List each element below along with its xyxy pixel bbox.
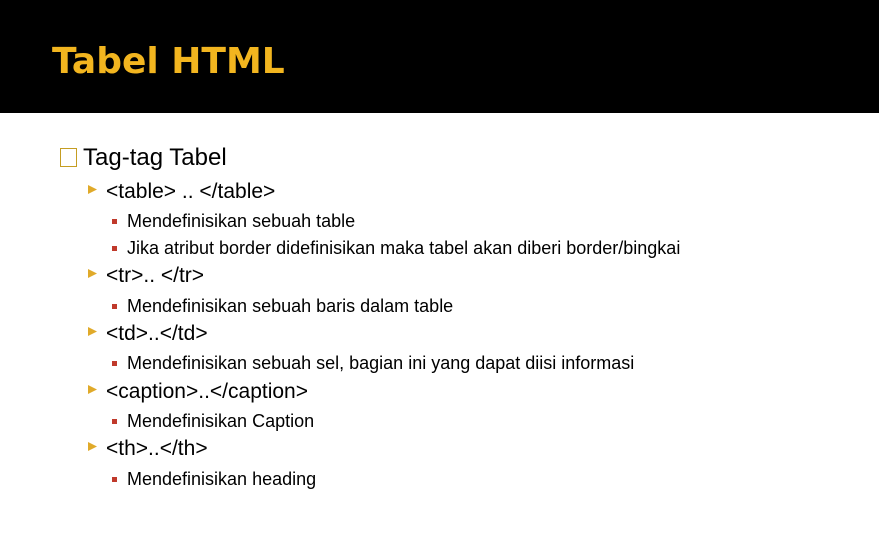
arrow-bullet-icon [88, 185, 97, 194]
slide-title: Tabel HTML [52, 41, 285, 82]
tag-item-td [88, 320, 208, 348]
arrow-bullet-icon [88, 269, 97, 278]
description-item [112, 236, 680, 260]
tag-label: <caption>..</caption> [106, 380, 308, 403]
square-bullet-icon [112, 361, 117, 366]
description-text: Mendefinisikan sebuah sel, bagian ini yang dapat diisi informasi [127, 353, 635, 373]
tag-item-tr [88, 262, 204, 290]
description-text: Jika atribut border didefinisikan maka tabel akan diberi border/bingkai [127, 238, 681, 258]
square-bullet-icon [60, 148, 77, 167]
description-item [112, 294, 453, 318]
arrow-bullet-icon [88, 442, 97, 451]
description-text: Mendefinisikan heading [127, 469, 317, 489]
description-text: Mendefinisikan Caption [127, 411, 315, 431]
tag-item-table [88, 178, 275, 206]
square-bullet-icon [112, 246, 117, 251]
description-item [112, 351, 634, 375]
tag-item-th [88, 435, 208, 463]
tag-label: <th>..</th> [106, 437, 208, 460]
square-bullet-icon [112, 477, 117, 482]
arrow-bullet-icon [88, 327, 97, 336]
tag-label: <table> .. </table> [106, 180, 276, 203]
description-item [112, 409, 314, 433]
tag-item-caption [88, 378, 308, 406]
square-bullet-icon [112, 419, 117, 424]
heading-bullet-item [60, 142, 227, 174]
description-text: Mendefinisikan sebuah baris dalam table [127, 296, 454, 316]
square-bullet-icon [112, 304, 117, 309]
tag-label: <tr>.. </tr> [106, 264, 205, 287]
description-item [112, 209, 355, 233]
heading-text: Tag-tag Tabel [83, 144, 227, 171]
description-text: Mendefinisikan sebuah table [127, 211, 356, 231]
arrow-bullet-icon [88, 385, 97, 394]
square-bullet-icon [112, 219, 117, 224]
description-item [112, 467, 316, 491]
tag-label: <td>..</td> [106, 322, 208, 345]
